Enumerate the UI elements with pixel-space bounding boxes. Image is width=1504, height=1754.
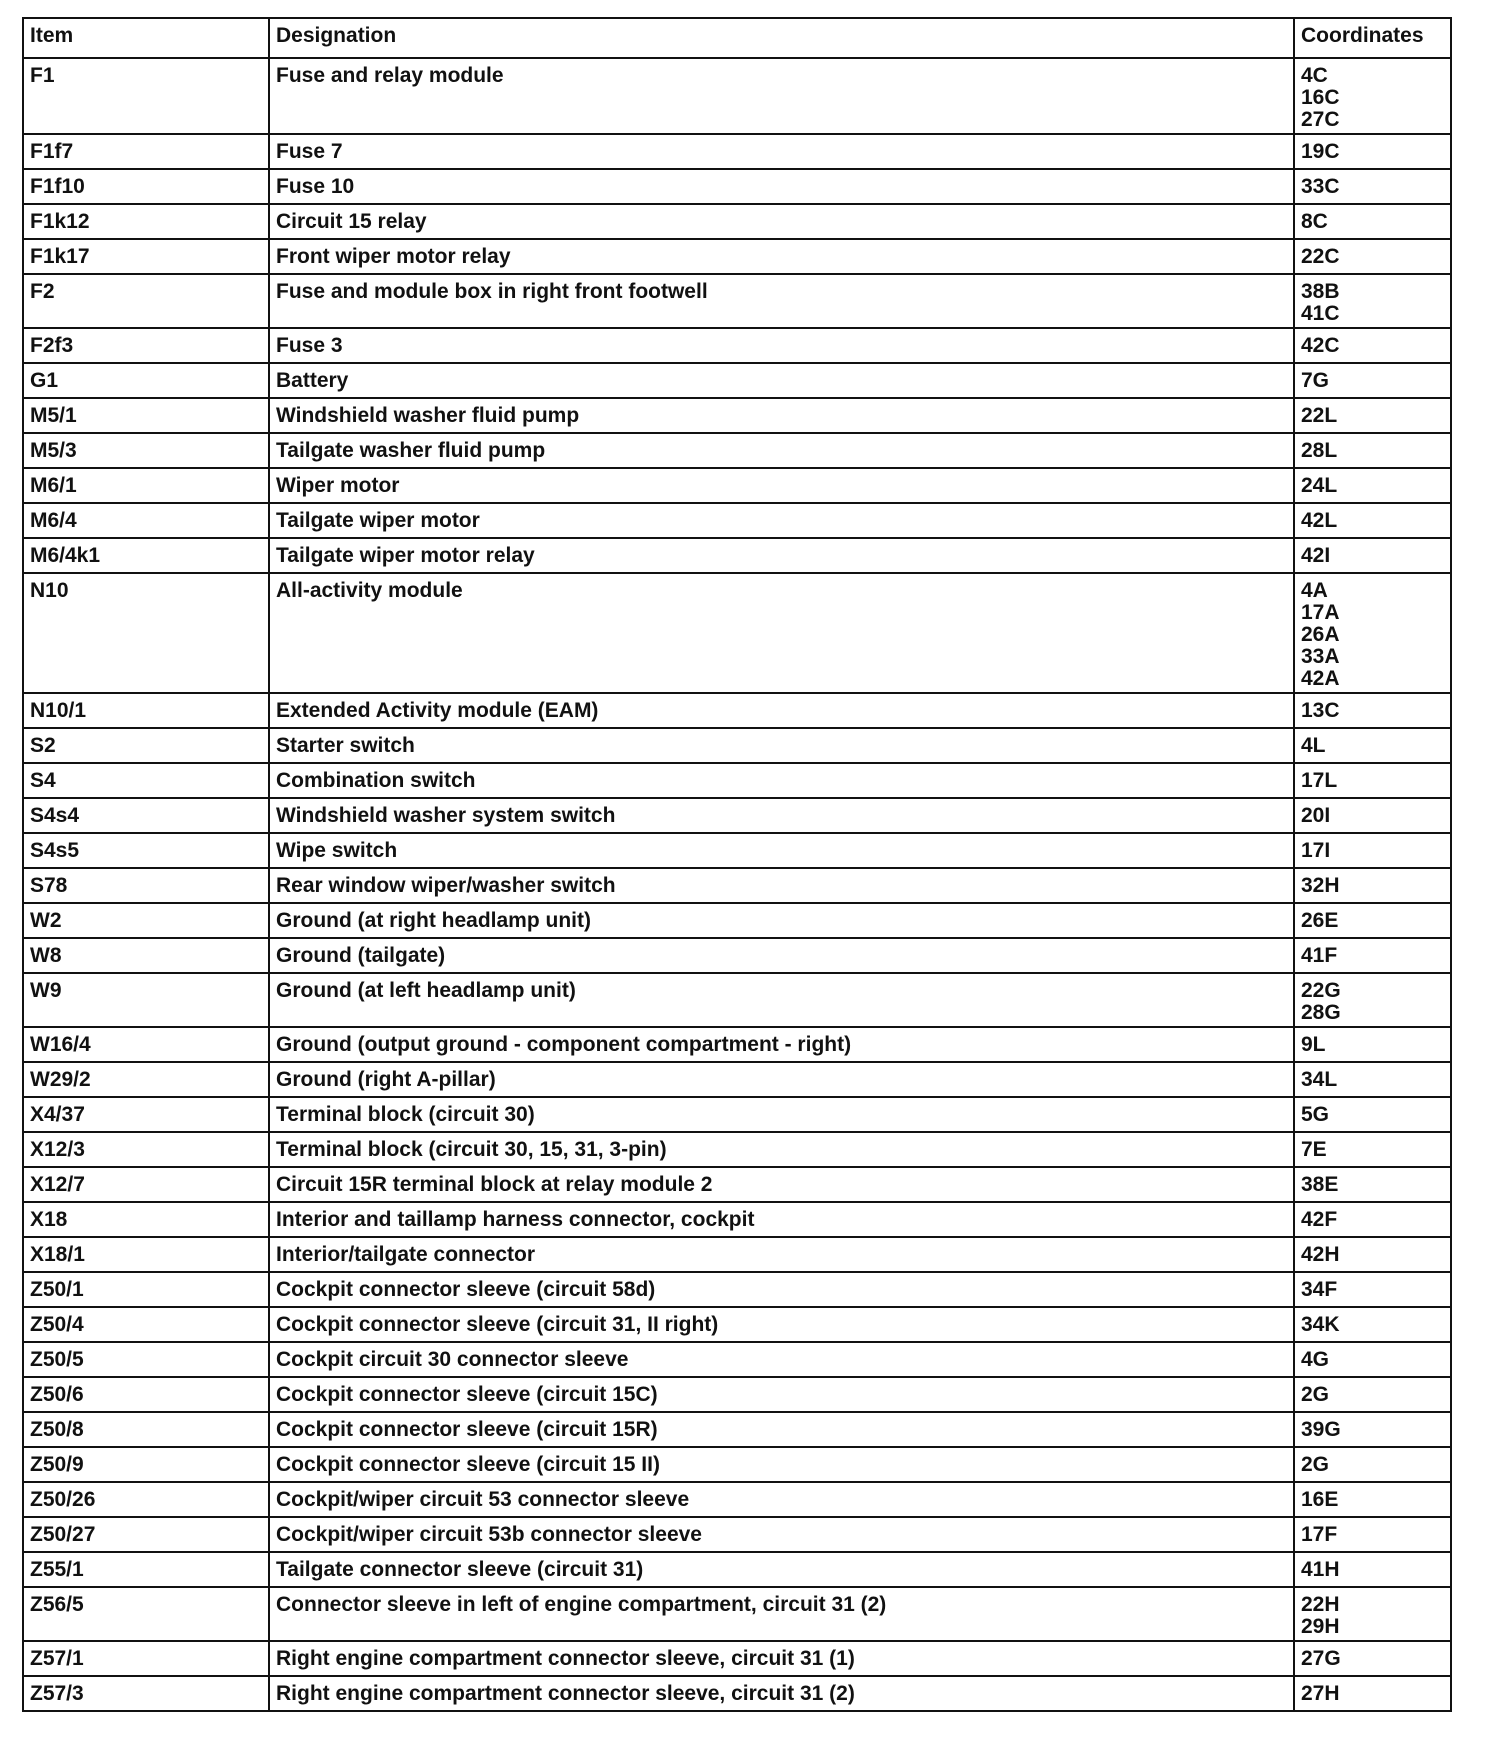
- coordinate-value: 29H: [1301, 1615, 1340, 1638]
- coordinate-value: 17A: [1301, 601, 1340, 624]
- item-cell: W8: [23, 938, 269, 973]
- designation-cell: Ground (tailgate): [269, 938, 1294, 973]
- table-row: [23, 973, 1451, 1027]
- coordinate-value: 27G: [1301, 1647, 1341, 1670]
- item-cell: W2: [23, 903, 269, 938]
- item-cell: M5/3: [23, 433, 269, 468]
- designation-cell: Tailgate wiper motor relay: [269, 538, 1294, 573]
- coordinates-cell: [1294, 1676, 1451, 1711]
- component-legend-table: [22, 17, 1452, 1712]
- designation-cell: Fuse and module box in right front footwell: [269, 274, 1294, 328]
- coordinates-cell: [1294, 134, 1451, 169]
- item-cell: Z50/26: [23, 1482, 269, 1517]
- coordinates-cell: [1294, 1097, 1451, 1132]
- designation-cell: All-activity module: [269, 573, 1294, 693]
- coordinates-cell: [1294, 693, 1451, 728]
- coordinates-cell: [1294, 1517, 1451, 1552]
- table-row: [23, 573, 1451, 693]
- table-row: [23, 1132, 1451, 1167]
- coordinates-cell: [1294, 1307, 1451, 1342]
- table-row: [23, 1342, 1451, 1377]
- table-row: [23, 728, 1451, 763]
- table-row: [23, 468, 1451, 503]
- coordinate-value: 34F: [1301, 1278, 1338, 1301]
- designation-cell: Connector sleeve in left of engine compartment, circuit 31 (2): [269, 1587, 1294, 1641]
- item-cell: X12/7: [23, 1167, 269, 1202]
- table-row: [23, 763, 1451, 798]
- item-cell: S4s5: [23, 833, 269, 868]
- coordinates-cell: [1294, 503, 1451, 538]
- table-row: [23, 938, 1451, 973]
- item-cell: Z50/9: [23, 1447, 269, 1482]
- coordinate-value: 7E: [1301, 1138, 1327, 1161]
- coordinate-value: 34K: [1301, 1313, 1340, 1336]
- table-row: [23, 1641, 1451, 1676]
- table-row: [23, 1097, 1451, 1132]
- coordinates-cell: [1294, 868, 1451, 903]
- designation-cell: Extended Activity module (EAM): [269, 693, 1294, 728]
- table-row: [23, 274, 1451, 328]
- item-cell: F2: [23, 274, 269, 328]
- item-cell: X18: [23, 1202, 269, 1237]
- table-body: [23, 58, 1451, 1711]
- coordinate-value: 17I: [1301, 839, 1331, 862]
- table-row: [23, 1167, 1451, 1202]
- coordinates-cell: [1294, 573, 1451, 693]
- coordinates-cell: [1294, 1641, 1451, 1676]
- coordinate-value: 34L: [1301, 1068, 1338, 1091]
- item-cell: F1k17: [23, 239, 269, 274]
- designation-cell: Cockpit/wiper circuit 53 connector sleeve: [269, 1482, 1294, 1517]
- designation-cell: Tailgate washer fluid pump: [269, 433, 1294, 468]
- item-cell: N10/1: [23, 693, 269, 728]
- coordinate-value: 42H: [1301, 1243, 1340, 1266]
- designation-cell: Windshield washer fluid pump: [269, 398, 1294, 433]
- table-row: [23, 1587, 1451, 1641]
- coordinate-value: 7G: [1301, 369, 1330, 392]
- coordinates-cell: [1294, 1167, 1451, 1202]
- coordinate-value: 4A: [1301, 579, 1328, 602]
- coordinate-value: 39G: [1301, 1418, 1341, 1441]
- designation-cell: Windshield washer system switch: [269, 798, 1294, 833]
- coordinates-cell: [1294, 1272, 1451, 1307]
- coordinate-value: 41H: [1301, 1558, 1340, 1581]
- designation-cell: Terminal block (circuit 30): [269, 1097, 1294, 1132]
- coordinates-cell: [1294, 728, 1451, 763]
- designation-cell: Cockpit/wiper circuit 53b connector sleeve: [269, 1517, 1294, 1552]
- item-cell: X18/1: [23, 1237, 269, 1272]
- coordinates-cell: [1294, 1342, 1451, 1377]
- item-cell: M5/1: [23, 398, 269, 433]
- designation-cell: Cockpit connector sleeve (circuit 15R): [269, 1412, 1294, 1447]
- item-cell: Z50/1: [23, 1272, 269, 1307]
- designation-cell: Fuse 3: [269, 328, 1294, 363]
- designation-cell: Front wiper motor relay: [269, 239, 1294, 274]
- coordinates-cell: [1294, 363, 1451, 398]
- table-row: [23, 1027, 1451, 1062]
- table-row: [23, 1552, 1451, 1587]
- designation-cell: Battery: [269, 363, 1294, 398]
- table-row: [23, 1307, 1451, 1342]
- table-row: [23, 1202, 1451, 1237]
- coordinates-cell: [1294, 798, 1451, 833]
- header-item: Item: [23, 18, 269, 58]
- item-cell: Z50/8: [23, 1412, 269, 1447]
- item-cell: N10: [23, 573, 269, 693]
- coordinates-cell: [1294, 1482, 1451, 1517]
- designation-cell: Ground (at right headlamp unit): [269, 903, 1294, 938]
- coordinate-value: 26A: [1301, 623, 1340, 646]
- item-cell: S4: [23, 763, 269, 798]
- coordinate-value: 41C: [1301, 302, 1340, 325]
- item-cell: F1k12: [23, 204, 269, 239]
- coordinates-cell: [1294, 973, 1451, 1027]
- table-row: [23, 798, 1451, 833]
- coordinate-value: 38B: [1301, 280, 1340, 303]
- coordinate-value: 17F: [1301, 1523, 1338, 1546]
- designation-cell: Tailgate wiper motor: [269, 503, 1294, 538]
- coordinate-value: 27C: [1301, 108, 1340, 131]
- coordinates-cell: [1294, 763, 1451, 798]
- coordinates-cell: [1294, 1237, 1451, 1272]
- coordinates-cell: [1294, 1552, 1451, 1587]
- table-row: [23, 134, 1451, 169]
- coordinates-cell: [1294, 1027, 1451, 1062]
- item-cell: S2: [23, 728, 269, 763]
- coordinates-cell: [1294, 169, 1451, 204]
- item-cell: F1f7: [23, 134, 269, 169]
- item-cell: M6/4: [23, 503, 269, 538]
- table-row: [23, 1377, 1451, 1412]
- coordinates-cell: [1294, 328, 1451, 363]
- coordinates-cell: [1294, 538, 1451, 573]
- coordinates-cell: [1294, 1132, 1451, 1167]
- coordinate-value: 22H: [1301, 1593, 1340, 1616]
- table-row: [23, 363, 1451, 398]
- item-cell: X4/37: [23, 1097, 269, 1132]
- item-cell: Z50/4: [23, 1307, 269, 1342]
- table-row: [23, 204, 1451, 239]
- designation-cell: Cockpit connector sleeve (circuit 15 II): [269, 1447, 1294, 1482]
- coordinate-value: 2G: [1301, 1383, 1330, 1406]
- coordinates-cell: [1294, 398, 1451, 433]
- coordinate-value: 4L: [1301, 734, 1326, 757]
- coordinates-cell: [1294, 1377, 1451, 1412]
- coordinates-cell: [1294, 903, 1451, 938]
- coordinate-value: 16E: [1301, 1488, 1339, 1511]
- coordinate-value: 38E: [1301, 1173, 1339, 1196]
- coordinate-value: 42I: [1301, 544, 1331, 567]
- coordinate-value: 22C: [1301, 245, 1340, 268]
- table-row: [23, 868, 1451, 903]
- designation-cell: Right engine compartment connector sleeve, circuit 31 (2): [269, 1676, 1294, 1711]
- table-row: [23, 328, 1451, 363]
- designation-cell: Wipe switch: [269, 833, 1294, 868]
- item-cell: S4s4: [23, 798, 269, 833]
- designation-cell: Interior and taillamp harness connector, cockpit: [269, 1202, 1294, 1237]
- coordinates-cell: [1294, 1587, 1451, 1641]
- coordinate-value: 22G: [1301, 979, 1341, 1002]
- table-row: [23, 1676, 1451, 1711]
- table-row: [23, 833, 1451, 868]
- coordinates-cell: [1294, 204, 1451, 239]
- coordinate-value: 33A: [1301, 645, 1340, 668]
- designation-cell: Cockpit circuit 30 connector sleeve: [269, 1342, 1294, 1377]
- coordinates-cell: [1294, 1062, 1451, 1097]
- item-cell: W29/2: [23, 1062, 269, 1097]
- designation-cell: Circuit 15R terminal block at relay module 2: [269, 1167, 1294, 1202]
- designation-cell: Cockpit connector sleeve (circuit 58d): [269, 1272, 1294, 1307]
- coordinate-value: 19C: [1301, 140, 1340, 163]
- coordinate-value: 42F: [1301, 1208, 1338, 1231]
- coordinates-cell: [1294, 833, 1451, 868]
- header-row: [23, 18, 1451, 58]
- coordinates-cell: [1294, 1412, 1451, 1447]
- table-row: [23, 693, 1451, 728]
- coordinate-value: 13C: [1301, 699, 1340, 722]
- item-cell: W16/4: [23, 1027, 269, 1062]
- item-cell: M6/4k1: [23, 538, 269, 573]
- table-row: [23, 58, 1451, 134]
- designation-cell: Terminal block (circuit 30, 15, 31, 3-pin): [269, 1132, 1294, 1167]
- table-row: [23, 398, 1451, 433]
- coordinate-value: 42A: [1301, 667, 1340, 690]
- coordinate-value: 8C: [1301, 210, 1328, 233]
- coordinates-cell: [1294, 274, 1451, 328]
- coordinate-value: 33C: [1301, 175, 1340, 198]
- coordinate-value: 27H: [1301, 1682, 1340, 1705]
- designation-cell: Ground (right A-pillar): [269, 1062, 1294, 1097]
- designation-cell: Rear window wiper/washer switch: [269, 868, 1294, 903]
- table-row: [23, 1237, 1451, 1272]
- designation-cell: Fuse and relay module: [269, 58, 1294, 134]
- item-cell: Z57/1: [23, 1641, 269, 1676]
- coordinate-value: 4G: [1301, 1348, 1330, 1371]
- coordinates-cell: [1294, 468, 1451, 503]
- table-row: [23, 239, 1451, 274]
- designation-cell: Cockpit connector sleeve (circuit 31, II right): [269, 1307, 1294, 1342]
- designation-cell: Combination switch: [269, 763, 1294, 798]
- item-cell: M6/1: [23, 468, 269, 503]
- header-coordinates: Coordinates: [1294, 18, 1451, 58]
- coordinate-value: 28G: [1301, 1001, 1341, 1024]
- coordinate-value: 32H: [1301, 874, 1340, 897]
- item-cell: F1: [23, 58, 269, 134]
- coordinate-value: 16C: [1301, 86, 1340, 109]
- coordinate-value: 41F: [1301, 944, 1338, 967]
- designation-cell: Ground (at left headlamp unit): [269, 973, 1294, 1027]
- designation-cell: Fuse 7: [269, 134, 1294, 169]
- coordinate-value: 2G: [1301, 1453, 1330, 1476]
- designation-cell: Right engine compartment connector sleeve, circuit 31 (1): [269, 1641, 1294, 1676]
- designation-cell: Ground (output ground - component compartment - right): [269, 1027, 1294, 1062]
- item-cell: Z55/1: [23, 1552, 269, 1587]
- coordinate-value: 24L: [1301, 474, 1338, 497]
- table-row: [23, 169, 1451, 204]
- designation-cell: Circuit 15 relay: [269, 204, 1294, 239]
- designation-cell: Wiper motor: [269, 468, 1294, 503]
- item-cell: Z57/3: [23, 1676, 269, 1711]
- table-row: [23, 903, 1451, 938]
- table-row: [23, 1517, 1451, 1552]
- item-cell: G1: [23, 363, 269, 398]
- item-cell: Z56/5: [23, 1587, 269, 1641]
- table-row: [23, 503, 1451, 538]
- table-row: [23, 1447, 1451, 1482]
- coordinates-cell: [1294, 1202, 1451, 1237]
- table-row: [23, 433, 1451, 468]
- designation-cell: Fuse 10: [269, 169, 1294, 204]
- header-designation: Designation: [269, 18, 1294, 58]
- item-cell: S78: [23, 868, 269, 903]
- item-cell: Z50/6: [23, 1377, 269, 1412]
- coordinate-value: 22L: [1301, 404, 1338, 427]
- item-cell: Z50/5: [23, 1342, 269, 1377]
- table-row: [23, 1062, 1451, 1097]
- designation-cell: Cockpit connector sleeve (circuit 15C): [269, 1377, 1294, 1412]
- coordinate-value: 5G: [1301, 1103, 1330, 1126]
- coordinates-cell: [1294, 239, 1451, 274]
- table-row: [23, 1272, 1451, 1307]
- coordinate-value: 17L: [1301, 769, 1338, 792]
- coordinate-value: 28L: [1301, 439, 1338, 462]
- item-cell: Z50/27: [23, 1517, 269, 1552]
- coordinate-value: 42C: [1301, 334, 1340, 357]
- coordinates-cell: [1294, 58, 1451, 134]
- coordinate-value: 20I: [1301, 804, 1331, 827]
- designation-cell: Starter switch: [269, 728, 1294, 763]
- table-row: [23, 538, 1451, 573]
- item-cell: F2f3: [23, 328, 269, 363]
- item-cell: F1f10: [23, 169, 269, 204]
- coordinates-cell: [1294, 1447, 1451, 1482]
- item-cell: W9: [23, 973, 269, 1027]
- designation-cell: Tailgate connector sleeve (circuit 31): [269, 1552, 1294, 1587]
- coordinate-value: 42L: [1301, 509, 1338, 532]
- item-cell: X12/3: [23, 1132, 269, 1167]
- table-row: [23, 1482, 1451, 1517]
- coordinate-value: 26E: [1301, 909, 1339, 932]
- coordinate-value: 4C: [1301, 64, 1328, 87]
- coordinates-cell: [1294, 433, 1451, 468]
- designation-cell: Interior/tailgate connector: [269, 1237, 1294, 1272]
- coordinate-value: 9L: [1301, 1033, 1326, 1056]
- coordinates-cell: [1294, 938, 1451, 973]
- table-row: [23, 1412, 1451, 1447]
